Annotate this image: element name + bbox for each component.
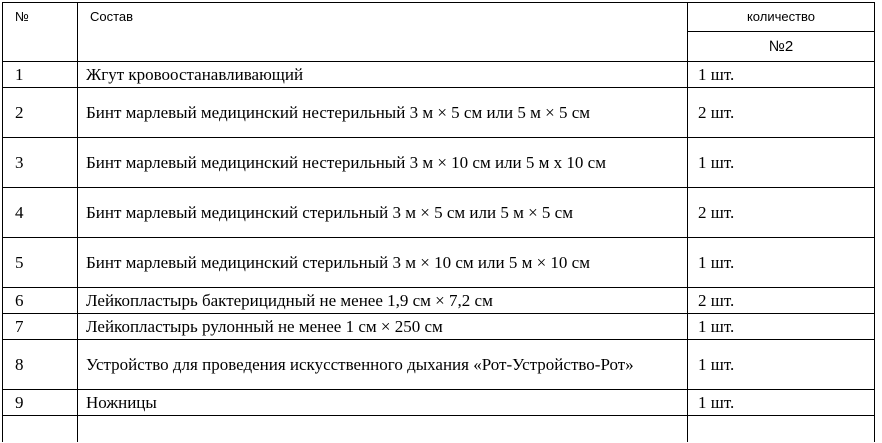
row-number: 5 [3,238,78,288]
row-name: Бинт марлевый медицинский стерильный 3 м × 10 см или 5 м × 10 см [78,238,688,288]
row-name: Устройство для проведения искусственного дыхания «Рот-Устройство-Рот» [78,340,688,390]
row-quantity: 2 шт. [688,188,875,238]
header-composition: Состав [78,3,688,62]
row-name-empty [78,416,688,443]
row-number: 3 [3,138,78,188]
row-number: 2 [3,88,78,138]
row-quantity: 1 шт. [688,390,875,416]
row-name: Бинт марлевый медицинский нестерильный 3 м × 5 см или 5 м × 5 см [78,88,688,138]
row-number: 4 [3,188,78,238]
row-quantity: 1 шт. [688,314,875,340]
table-row [3,138,875,188]
row-quantity-empty [688,416,875,443]
table-row [3,188,875,238]
row-quantity: 2 шт. [688,88,875,138]
row-name: Лейкопластырь рулонный не менее 1 см × 250 см [78,314,688,340]
table-row [3,88,875,138]
table-row [3,62,875,88]
row-number-empty [3,416,78,443]
table-row [3,314,875,340]
row-name: Лейкопластырь бактерицидный не менее 1,9 см × 7,2 см [78,288,688,314]
row-number: 9 [3,390,78,416]
table-row [3,238,875,288]
table-row-partial [3,416,875,443]
row-name: Бинт марлевый медицинский стерильный 3 м × 5 см или 5 м × 5 см [78,188,688,238]
row-name: Ножницы [78,390,688,416]
row-quantity: 2 шт. [688,288,875,314]
composition-table [2,2,875,442]
row-number: 7 [3,314,78,340]
table-row [3,288,875,314]
row-quantity: 1 шт. [688,238,875,288]
table-row [3,390,875,416]
row-number: 8 [3,340,78,390]
header-row [3,3,875,32]
header-quantity: количество [688,3,875,32]
row-number: 6 [3,288,78,314]
header-quantity-sub: №2 [688,32,875,62]
row-number: 1 [3,62,78,88]
row-name: Бинт марлевый медицинский нестерильный 3 м × 10 см или 5 м х 10 см [78,138,688,188]
row-quantity: 1 шт. [688,62,875,88]
table-row [3,340,875,390]
row-name: Жгут кровоостанавливающий [78,62,688,88]
row-quantity: 1 шт. [688,340,875,390]
header-number: № [3,3,78,62]
row-quantity: 1 шт. [688,138,875,188]
